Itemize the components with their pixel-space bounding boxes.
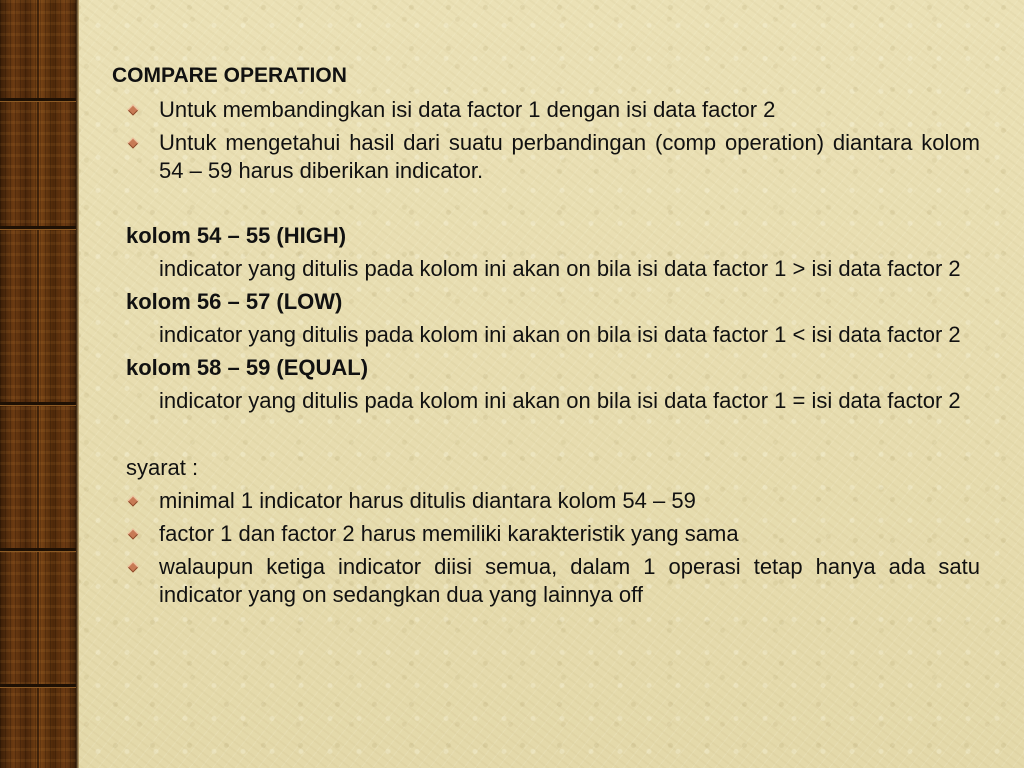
spacer <box>112 190 980 222</box>
intro-bullet <box>112 96 980 124</box>
wood-sidebar-decoration <box>0 0 76 768</box>
intro-bullet-text: Untuk mengetahui hasil dari suatu perbandingan (comp operation) diantara kolom 54 – 59 harus diberikan indicator. <box>159 130 980 183</box>
requirements-label: syarat : <box>126 455 199 480</box>
wood-divider <box>0 684 76 688</box>
requirement-text: factor 1 dan factor 2 harus memiliki karakteristik yang sama <box>159 521 739 546</box>
diamond-bullet-icon <box>127 561 138 572</box>
wood-divider <box>0 548 76 552</box>
wood-divider <box>0 98 76 102</box>
column-description-high: indicator yang ditulis pada kolom ini akan on bila isi data factor 1 > isi data factor 2 <box>159 256 961 281</box>
slide-title: COMPARE OPERATION <box>112 64 347 87</box>
column-heading-high: kolom 54 – 55 (HIGH) <box>126 223 347 248</box>
diamond-bullet-icon <box>127 104 138 115</box>
column-heading-equal: kolom 58 – 59 (EQUAL) <box>126 355 369 380</box>
spacer <box>112 420 980 454</box>
diamond-bullet-icon <box>127 137 138 148</box>
diamond-bullet-icon <box>127 528 138 539</box>
column-description-low: indicator yang ditulis pada kolom ini akan on bila isi data factor 1 < isi data factor 2 <box>159 322 961 347</box>
column-heading-low: kolom 56 – 57 (LOW) <box>126 289 343 314</box>
wood-split-line <box>37 0 39 768</box>
requirement-bullet <box>112 520 980 548</box>
slide-content <box>112 62 980 614</box>
column-description-equal: indicator yang ditulis pada kolom ini akan on bila isi data factor 1 = isi data factor 2 <box>159 388 961 413</box>
requirement-text: minimal 1 indicator harus ditulis diantara kolom 54 – 59 <box>159 488 696 513</box>
requirement-bullet <box>112 553 980 609</box>
wood-divider <box>0 402 76 406</box>
requirement-bullet <box>112 487 980 515</box>
wood-edge-shadow <box>76 0 79 768</box>
intro-bullet-text: Untuk membandingkan isi data factor 1 dengan isi data factor 2 <box>159 97 776 122</box>
wood-divider <box>0 226 76 230</box>
diamond-bullet-icon <box>127 495 138 506</box>
intro-bullet <box>112 129 980 185</box>
requirement-text: walaupun ketiga indicator diisi semua, dalam 1 operasi tetap hanya ada satu indicator yang on sedangkan dua yang lainnya off <box>159 554 980 607</box>
